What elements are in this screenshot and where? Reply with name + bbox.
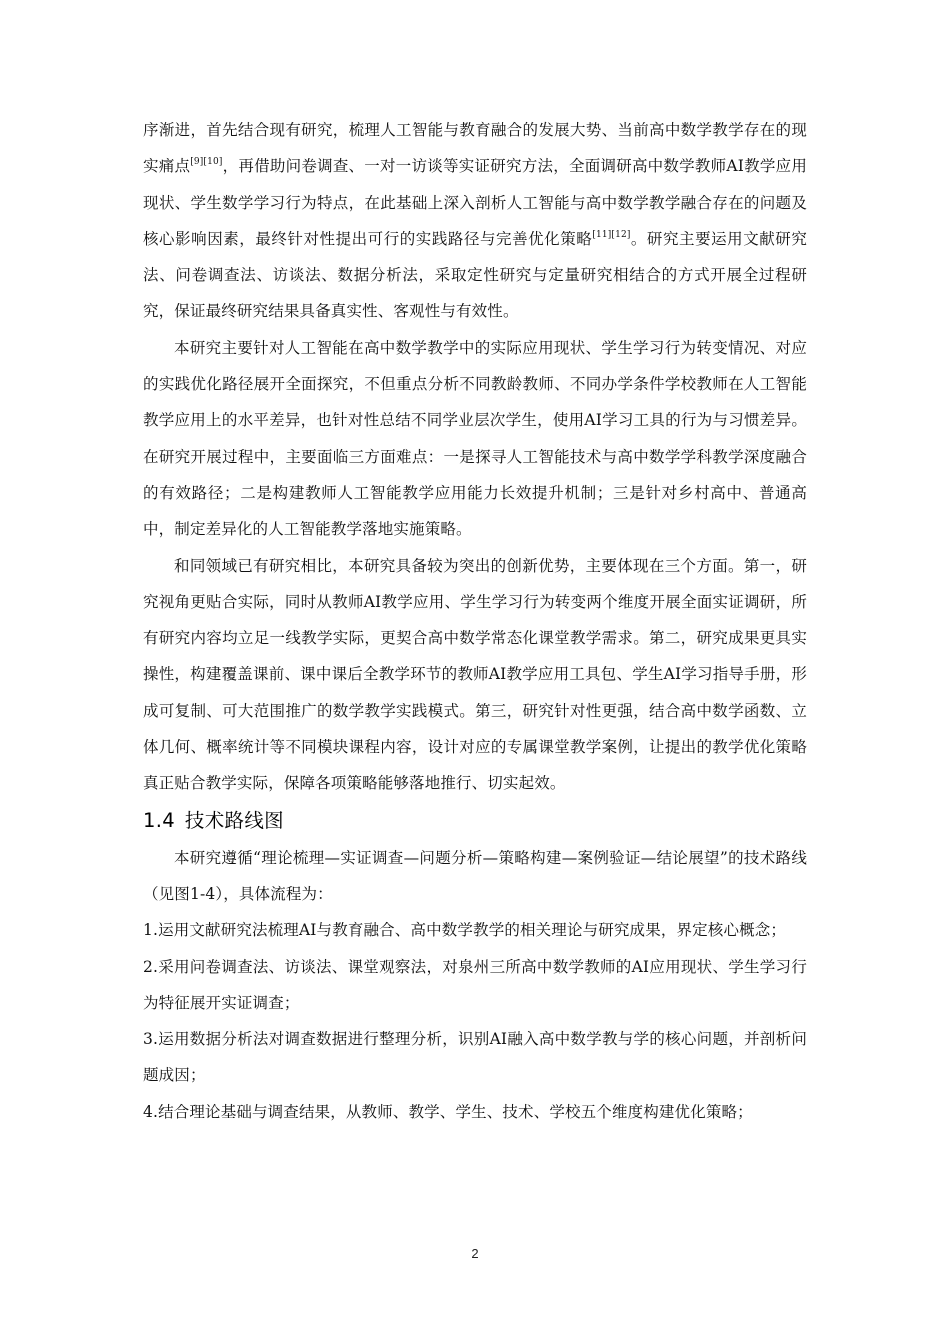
citation: [11][12]	[592, 229, 631, 240]
section-heading	[143, 802, 807, 840]
citation: [9][10]	[190, 157, 223, 168]
paragraph-research-design	[143, 112, 807, 330]
paragraph-text: 序渐进，首先结合现有研究，梳理人工智能与教育融合的发展大势、当前高中数学教学存在的现实痛点	[143, 121, 807, 176]
list-item: 3.运用数据分析法对调查数据进行整理分析，识别AI融入高中数学教与学的核心问题，并剖析问题成因；	[143, 1030, 807, 1085]
paragraph-research-focus: 本研究主要针对人工智能在高中数学教学中的实际应用现状、学生学习行为转变情况、对应的实践优化路径展开全面探究，不但重点分析不同教龄教师、不同办学条件学校教师在人工智能教学应用上的水平差异，也针对性总结不同学业层次学生，使用AI学习工具的行为与习惯差异。在研究开展过程中，主要面临三方面难点：一是探寻人工智能技术与高中数学学科教学深度融合的有效路径；二是构建教师人工智能教学应用能力长效提升机制；三是针对乡村高中、普通高中，制定差异化的人工智能教学落地实施策略。	[143, 338, 807, 539]
section-title: 技术路线图	[184, 808, 284, 832]
section-number: 1.4	[143, 808, 175, 832]
paragraph-text: ，再借助问卷调查、一对一访谈等实证研究方法，全面调研高中数学教师AI教学应用现状、学生数学学习行为特点，在此基础上深入剖析人工智能与高中数学教学融合存在的问题及核心影响因素，最终针对性提出可行的实践路径与完善优化策略	[143, 157, 807, 248]
page-content	[143, 112, 807, 1130]
list-item: 2.采用问卷调查法、访谈法、课堂观察法，对泉州三所高中数学教师的AI应用现状、学生学习行为特征展开实证调查；	[143, 957, 807, 1012]
paragraph-innovation: 和同领域已有研究相比，本研究具备较为突出的创新优势，主要体现在三个方面。第一，研究视角更贴合实际，同时从教师AI教学应用、学生学习行为转变两个维度开展全面实证调研，所有研究内容均立足一线教学实际，更契合高中数学常态化课堂教学需求。第二，研究成果更具实操性，构建覆盖课前、课中课后全教学环节的教师AI教学应用工具包、学生AI学习指导手册，形成可复制、可大范围推广的数学教学实践模式。第三，研究针对性更强，结合高中数学函数、立体几何、概率统计等不同模块课程内容，设计对应的专属课堂教学案例，让提出的教学优化策略真正贴合教学实际，保障各项策略能够落地推行、切实起效。	[143, 556, 807, 793]
list-item: 1.运用文献研究法梳理AI与教育融合、高中数学教学的相关理论与研究成果，界定核心概念；	[143, 921, 787, 940]
list-item: 4.结合理论基础与调查结果，从教师、教学、学生、技术、学校五个维度构建优化策略；	[143, 1102, 753, 1121]
paragraph-roadmap-intro: 本研究遵循“理论梳理—实证调查—问题分析—策略构建—案例验证—结论展望”的技术路线（见图1-4），具体流程为：	[143, 848, 807, 903]
paragraph-text: 。研究主要运用文献研究法、问卷调查法、访谈法、数据分析法，采取定性研究与定量研究相结合的方式开展全过程研究，保证最终研究结果具备真实性、客观性与有效性。	[143, 229, 808, 321]
page-number: 2	[471, 1246, 479, 1261]
